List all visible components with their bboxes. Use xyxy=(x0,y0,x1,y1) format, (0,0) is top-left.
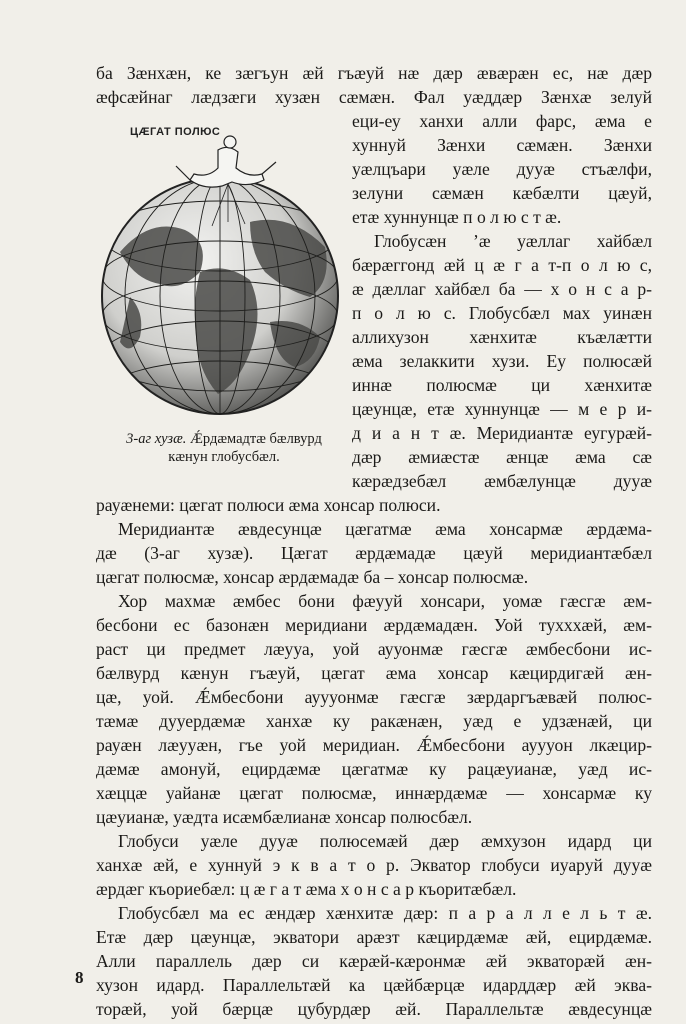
text-line: хуннуй Зæнхи сæмæн. Зæнхи xyxy=(352,135,652,155)
text-line: Алли параллель дæр си кæрæй-кæронмæ æй экваторæй æн- xyxy=(96,951,652,971)
text-line: зелуни сæмæн кæбæлти цæуй, xyxy=(352,183,652,203)
text-line: кæрæдзебæл æмбæлунцæ дууæ xyxy=(352,471,652,491)
figure-caption xyxy=(96,430,352,448)
text-line: еци-еу ханхи алли фарс, æма е xyxy=(352,111,652,131)
text-line: дæ (3-аг хузæ). Цæгат æрдæмадæ цæуй меридиантæбæл xyxy=(96,543,652,563)
text-line: раст ци предмет лæууа, уой аууонмæ гæсгæ æмбесбони ис- xyxy=(96,639,652,659)
text-line: иннæ полюсмæ ци хæнхитæ xyxy=(352,375,652,395)
text-line: æ дæллаг хайбæл ба — х о н с а р- xyxy=(352,279,652,299)
text-line: дæмæ амонуй, ецирдæмæ цæгатмæ ку рацæуианæ, уæд ис- xyxy=(96,759,652,779)
text-line: п о л ю с. Глобусбæл мах уинæн xyxy=(352,303,652,323)
figure-label: ЦÆГАТ ПОЛЮС xyxy=(130,126,221,138)
text-line: Етæ дæр цæунцæ, экватори арæзт кæцирдæмæ æй, ецирдæмæ. xyxy=(96,927,652,947)
text-line: д и а н т æ. Меридиантæ еугурæй- xyxy=(352,423,652,443)
text-line: Глобусæн ʼæ уæллаг хайбæл xyxy=(374,231,652,251)
text-line: ханхæ æй, е хуннуй э к в а т о р. Экватор глобуси иуаруй дууæ xyxy=(96,855,652,875)
text-line: æма зелаккити хузи. Еу полюсæй xyxy=(352,351,652,371)
text-line: æрдæг къориебæл: ц æ г а т æма х о н с а р къоритæбæл. xyxy=(96,879,517,899)
text-line: цæуианæ, уæдта исæмбæлианæ хонсар полюсбæл. xyxy=(96,807,473,827)
text-line: рауæнеми: цæгат полюси æма хонсар полюси. xyxy=(96,495,441,515)
page-number: 8 xyxy=(75,968,84,987)
caption-text: Ǽрдæмадтæ бæлвурд xyxy=(190,431,322,447)
text-line: æфсæйнаг лæдзæги хузæн сæмæн. Фал уæддæр Зæнхæ зелуй xyxy=(96,87,652,107)
text-line: етæ хуннунцæ п о л ю с т æ. xyxy=(352,207,562,227)
text-line: Глобуси уæле дууæ полюсемæй дæр æмхузон идард ци xyxy=(118,831,652,851)
text-line: дæр æмиæстæ æнцæ æма сæ xyxy=(352,447,652,467)
text-line: бæлвурд кæнун гъæуй, цæгат æма хонсар кæцирдигæй æн- xyxy=(96,663,652,683)
text-line: уæлцъари уæле дууæ стъæлфи, xyxy=(352,159,652,179)
text-line: ба Зæнхæн, ке зæгъун æй гъæуй нæ дæр æвæрæн ес, нæ дæр xyxy=(96,63,652,83)
text-line: тæмæ дууердæмæ ханхæ ку ракæнæн, уæд е удзæнæй, ци xyxy=(96,711,652,731)
text-line: рауæн лæууæн, гъе уой меридиан. Ǽмбесбони ауууон лкæцир- xyxy=(96,735,652,755)
text-line: Хор махмæ æмбес бони фæууй хонсари, уомæ гæсгæ æм- xyxy=(118,591,652,611)
globe-illustration xyxy=(100,122,340,422)
figure-caption-line2: кæнун глобусбæл. xyxy=(168,449,280,465)
text-line: аллихузон хæнхитæ къæлæтти xyxy=(352,327,652,347)
text-line: бæрæггонд æй ц æ г а т-п о л ю с, xyxy=(352,255,652,275)
text-line: хузон идард. Параллельтæй ка цæйбæрцæ идарддæр æй эква- xyxy=(96,975,652,995)
text-line: цæунцæ, етæ хуннунцæ — м е р и- xyxy=(352,399,652,419)
text-line: Меридиантæ æвдесунцæ цæгатмæ æма хонсармæ æрдæма- xyxy=(118,519,652,539)
text-line: цæ, уой. Ǽмбесбони ауууонмæ гæсгæ зæрдаргъæвæй полюс- xyxy=(96,687,652,707)
globe-figure xyxy=(100,122,340,422)
text-line: торæй, уой бæрцæ цубурдæр æй. Параллельтæ æвдесунцæ xyxy=(96,999,652,1019)
text-line: бесбони ес базонæн меридиани æрдæмадæн. Уой тухххæй, æм- xyxy=(96,615,652,635)
caption-number: 3-аг хузæ. xyxy=(126,431,187,447)
text-line: цæгат полюсмæ, хонсар æрдæмадæ ба – хонсар полюсмæ. xyxy=(96,567,529,587)
text-line: хæццæ уайанæ цæгат полюсмæ, иннæрдæмæ — хонсармæ ку xyxy=(96,783,652,803)
text-line: Глобусбæл ма ес æндæр хæнхитæ дæр: п а р а л л е л ь т æ. xyxy=(118,903,652,923)
